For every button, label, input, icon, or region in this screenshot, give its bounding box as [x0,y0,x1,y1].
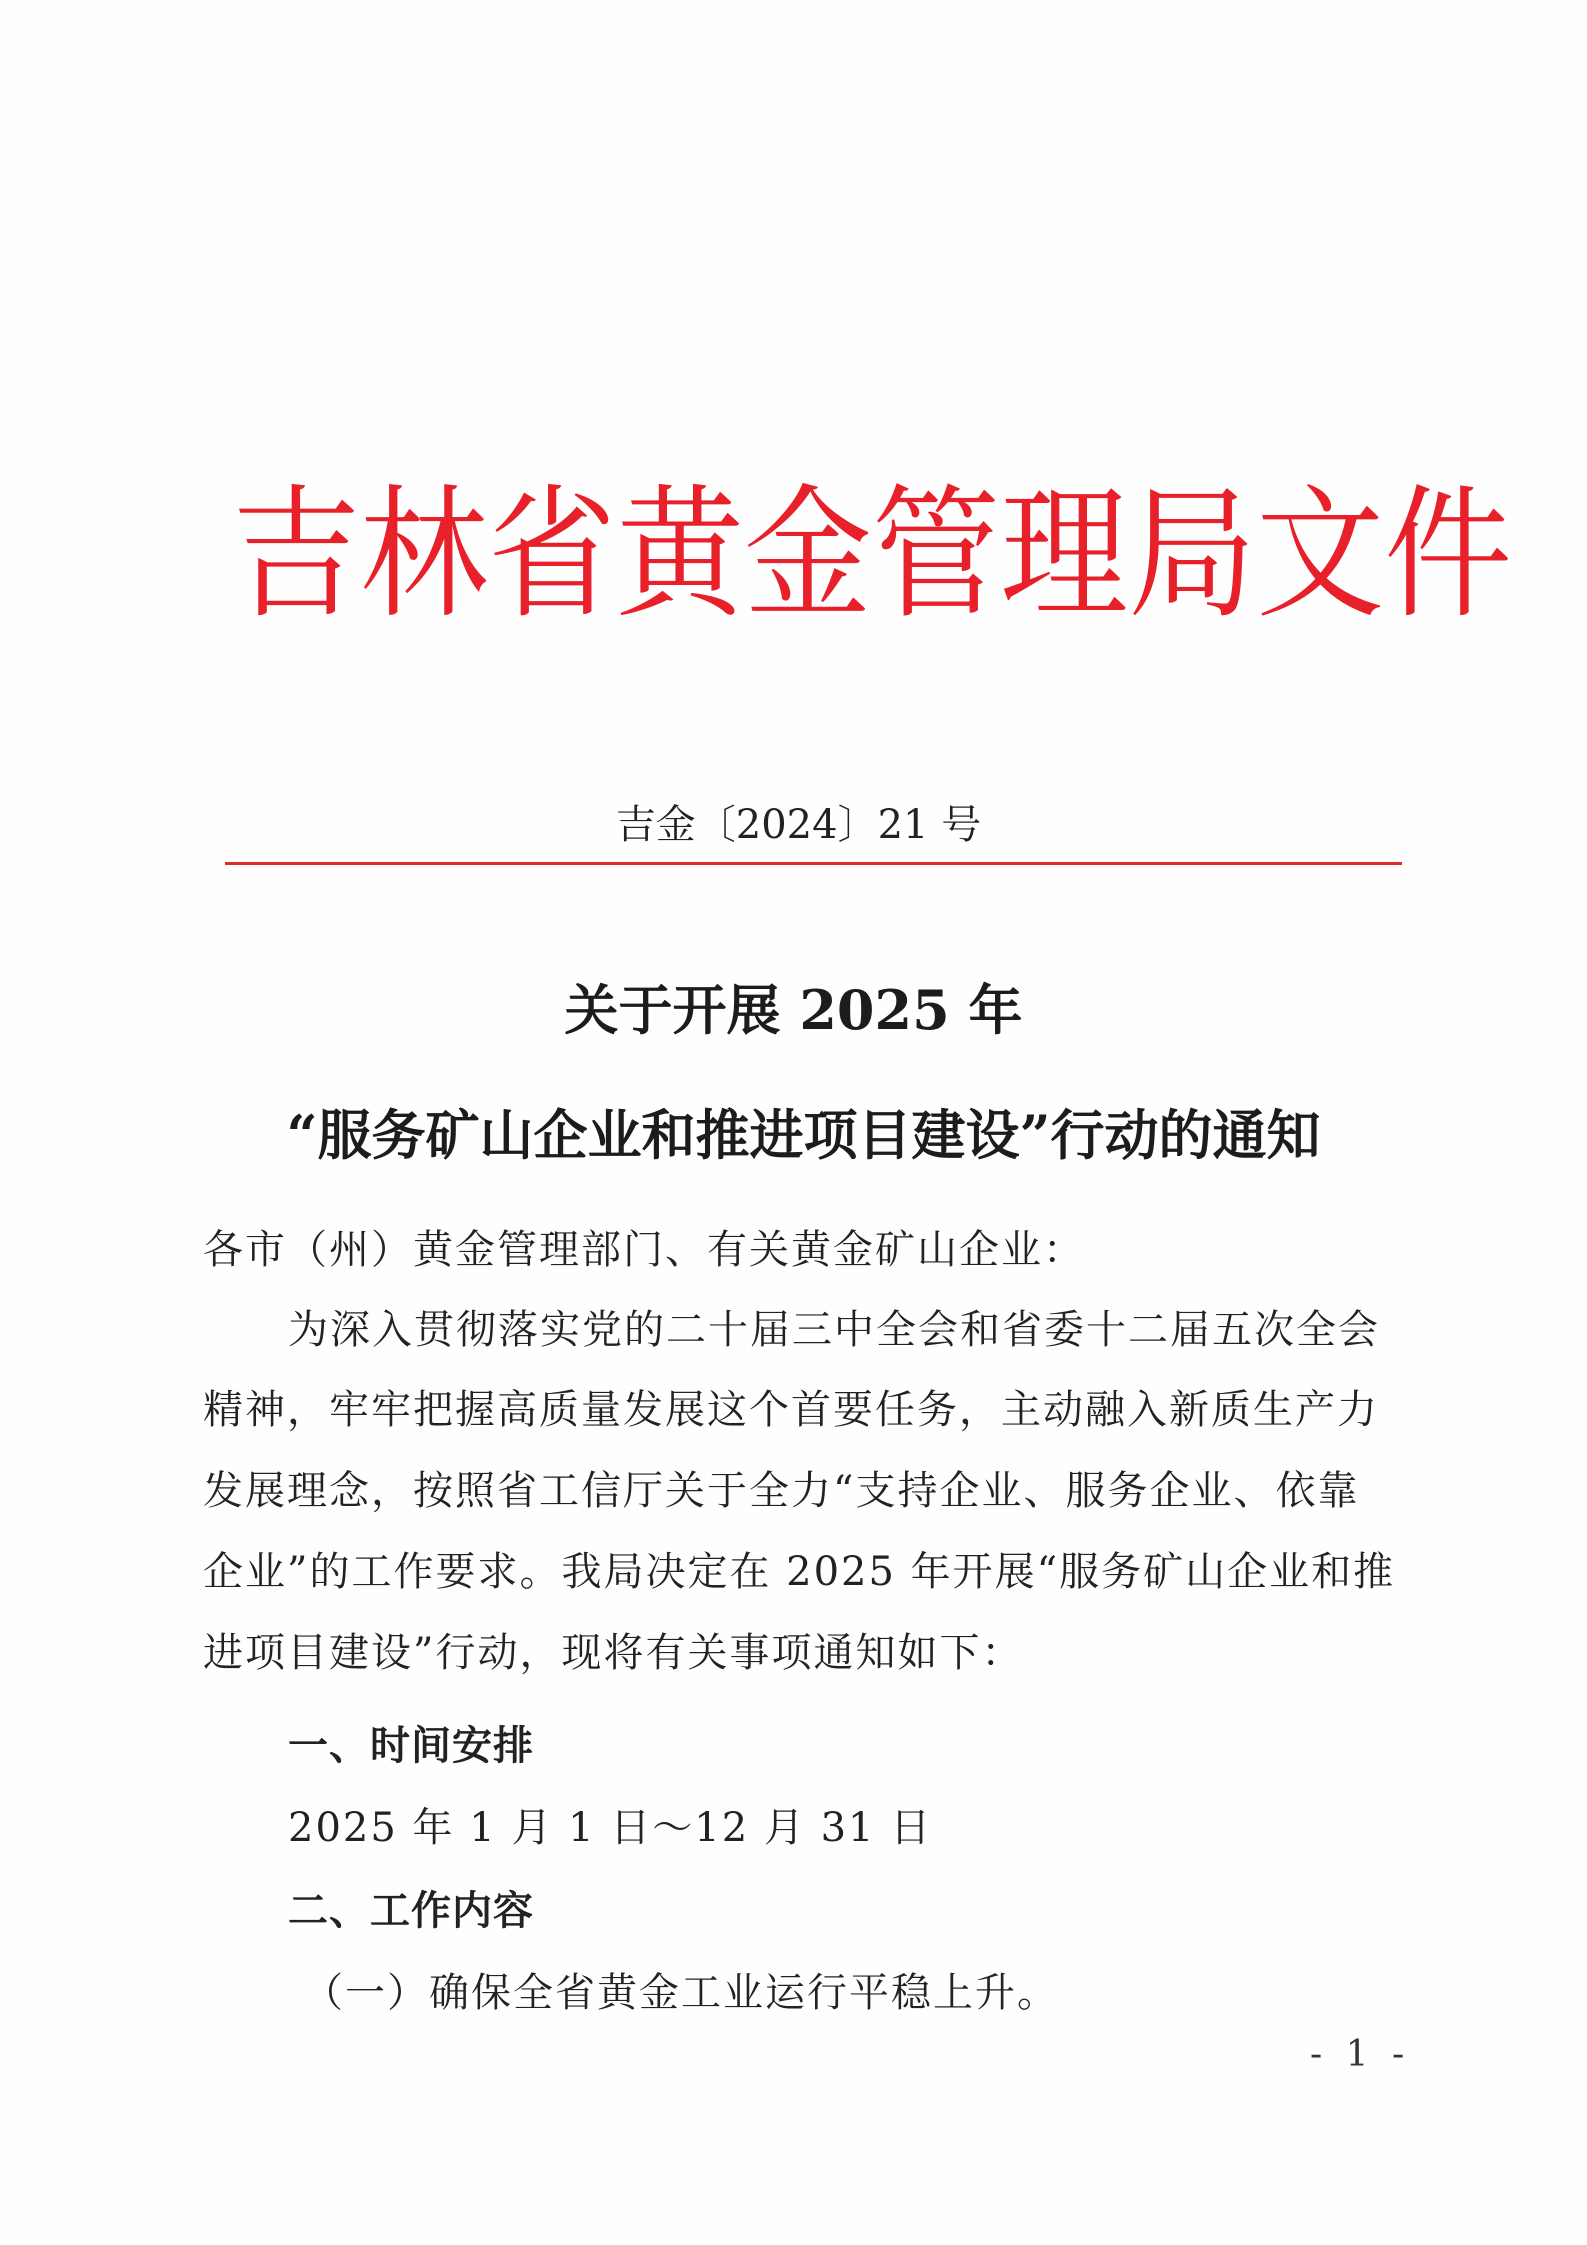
schedule-dates: 2025 年 1 月 1 日～12 月 31 日 [288,1805,933,1851]
masthead-char: 吉 [232,471,361,639]
section-heading-work-content: 二、工作内容 [288,1888,534,1934]
masthead-char: 黄 [616,471,745,639]
masthead-char: 件 [1384,471,1513,639]
paragraph-line: 精神，牢牢把握高质量发展这个首要任务，主动融入新质生产力 [203,1387,1379,1433]
paragraph-line: 进项目建设”行动，现将有关事项通知如下： [203,1630,1024,1676]
work-item-1: （一）确保全省黄金工业运行平稳上升。 [303,1970,1059,2016]
masthead-char: 文 [1256,471,1385,639]
document-title-line-1: 关于开展 2025 年 [564,978,1023,1042]
document-title-line-2: “服务矿山企业和推进项目建设”行动的通知 [286,1103,1321,1167]
salutation: 各市（州）黄金管理部门、有关黄金矿山企业： [203,1227,1085,1273]
document-number: 吉金〔2024〕21 号 [615,802,982,848]
paragraph-line: 企业”的工作要求。我局决定在 2025 年开展“服务矿山企业和推 [203,1549,1396,1595]
masthead-char: 管 [872,471,1001,639]
document-masthead [232,455,1513,657]
paragraph-line: 为深入贯彻落实党的二十届三中全会和省委十二届五次全会 [288,1307,1380,1353]
masthead-char: 省 [488,471,617,639]
masthead-char: 林 [360,471,489,639]
section-heading-schedule: 一、时间安排 [288,1723,534,1769]
red-separator-line [225,862,1402,865]
paragraph-line: 发展理念，按照省工信厅关于全力“支持企业、服务企业、依靠 [203,1468,1360,1514]
masthead-char: 局 [1128,471,1257,639]
masthead-char: 金 [744,471,873,639]
page-number: - 1 - [1310,2034,1411,2075]
masthead-char: 理 [1000,471,1129,639]
